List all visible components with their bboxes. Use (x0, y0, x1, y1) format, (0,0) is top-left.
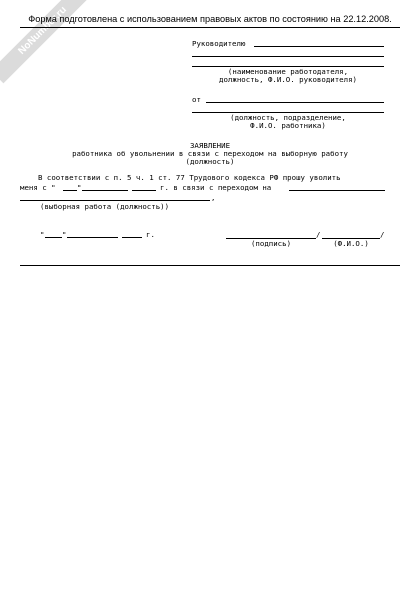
from-caption: (должность, подразделение, (230, 113, 346, 122)
addressee-to-label: Руководителю (192, 39, 246, 48)
position-line-2 (20, 200, 210, 201)
date-day-line (63, 190, 77, 191)
from-label: от (192, 95, 201, 104)
watermark-ribbon: NoNumber.ru (0, 0, 95, 83)
date-year-line (132, 190, 156, 191)
from-caption-2: Ф.И.О. работника) (250, 121, 326, 130)
addressee-to-line (254, 46, 384, 47)
fio-slash: / (380, 230, 385, 239)
addressee-caption-2: должность, Ф.И.О. руководителя) (219, 75, 357, 84)
form-header-text: Форма подготовлена с использованием правовых актов по состоянию на 22.12.2008. (28, 14, 392, 24)
signature-caption: (подпись) (250, 239, 292, 248)
fio-caption: (Ф.И.О.) (333, 239, 369, 248)
sign-date-day-line (45, 237, 62, 238)
bottom-rule (20, 265, 400, 266)
sign-date-year-suffix: г. (146, 230, 155, 239)
body-line-3-comma: , (211, 193, 216, 202)
document-title: ЗАЯВЛЕНИЕ (189, 141, 231, 150)
position-line-1 (289, 190, 385, 191)
sign-date-quote-open: " (40, 230, 45, 239)
document-subtitle-caption: (должность) (185, 157, 235, 166)
from-line (206, 102, 384, 103)
signature-slash: / (316, 230, 321, 239)
body-line-2-end: г. в связи с переходом на (160, 183, 272, 192)
date-month-line (82, 190, 128, 191)
body-line-2-quote: " (77, 183, 82, 192)
sign-date-year-line (122, 237, 142, 238)
form-header (20, 14, 400, 28)
document-subtitle: работника об увольнении в связи с переходом на выборную работу (72, 149, 348, 158)
sign-date-month-line (67, 237, 118, 238)
position-caption: (выборная работа (должность)) (40, 202, 170, 211)
body-line-1: В соответствии с п. 5 ч. 1 ст. 77 Трудового кодекса РФ прошу уволить (38, 173, 341, 182)
addressee-caption: (наименование работодателя, (227, 67, 349, 76)
sign-date-quote-close: " (62, 230, 67, 239)
addressee-line-2 (192, 56, 384, 57)
body-line-2-start: меня с " (20, 183, 56, 192)
